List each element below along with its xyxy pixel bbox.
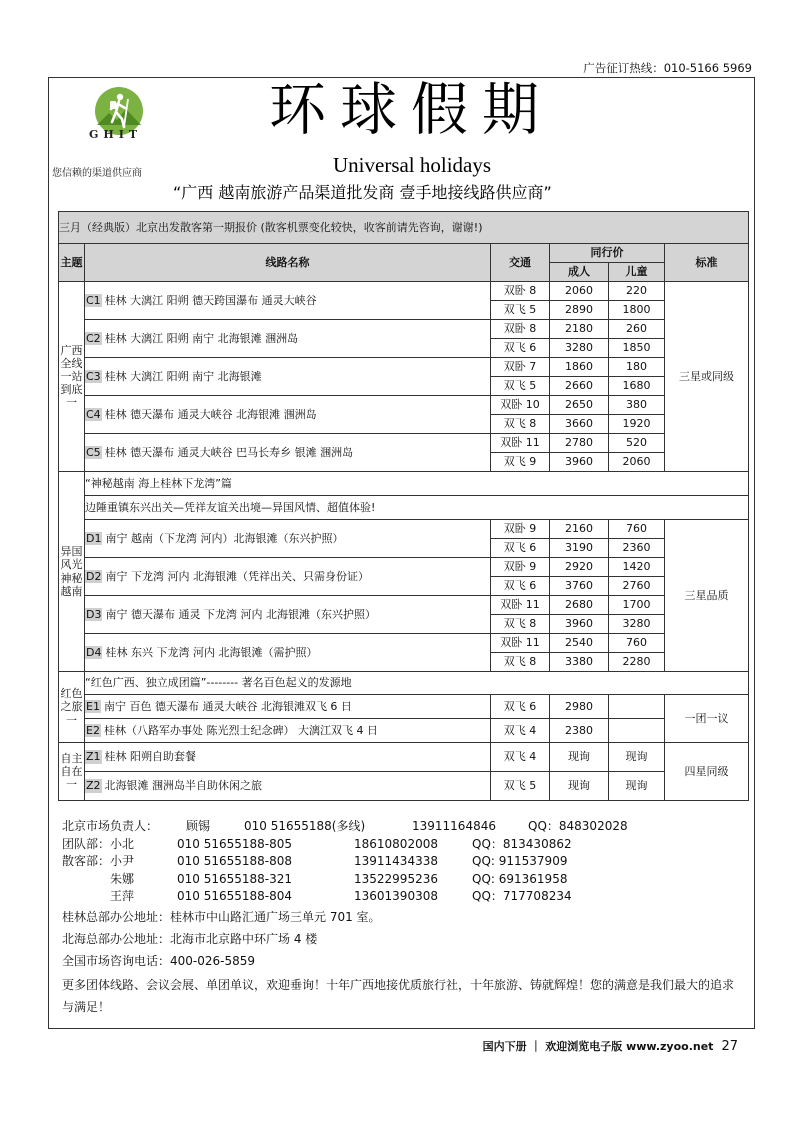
route-e1[interactable] [85,695,491,719]
table-row [59,772,749,801]
adult-price: 3190 [550,539,609,558]
transport-cell: 双飞 6 [491,577,550,596]
contact-name: 小北 [110,836,135,851]
route-name: 桂林 大漓江 阳朔 南宁 北海银滩 [104,369,262,383]
vietnam-title: “神秘越南 海上桂林下龙湾”篇 [85,472,749,496]
route-name: 桂林 东兴 下龙湾 河内 北海银滩（需护照） [105,645,318,659]
adult-price: 2920 [550,558,609,577]
route-d4[interactable] [85,634,491,672]
route-z2[interactable] [85,772,491,801]
adult-price: 现询 [550,772,609,801]
table-row [59,743,749,772]
route-code: D3 [86,607,102,621]
table-row [59,396,749,415]
table-row [59,634,749,653]
transport-cell: 双卧 8 [491,320,550,339]
route-name: 桂林（八路军办事处 陈光烈士纪念碑） 大漓江双飞 4 日 [103,723,378,737]
adult-price: 现询 [550,743,609,772]
adult-price: 2780 [550,434,609,453]
page-footer [483,1038,738,1054]
child-price: 2760 [609,577,665,596]
child-price: 2360 [609,539,665,558]
transport-cell: 双飞 6 [491,339,550,358]
contact-mobile: 13601390308 [354,889,438,903]
manager-name: 顾锡 [186,819,211,833]
transport-cell: 双飞 4 [491,719,550,743]
brand-title-en: Universal holidays [333,153,492,177]
route-c4[interactable] [85,396,491,434]
adult-price: 2060 [550,282,609,301]
child-price: 1680 [609,377,665,396]
guilin-address: 桂林总部办公地址：桂林市中山路汇通广场三单元 701 室。 [62,909,381,924]
route-name: 桂林 德天瀑布 通灵大峡谷 巴马长寿乡 银滩 涠洲岛 [104,445,354,459]
adult-price: 3660 [550,415,609,434]
route-code: C2 [86,331,101,345]
transport-cell: 双卧 7 [491,358,550,377]
adult-price: 3760 [550,577,609,596]
contact-phone: 010 51655188-805 [177,836,293,851]
header-adult: 成人 [550,263,609,282]
adult-price: 2160 [550,520,609,539]
table-row [59,695,749,719]
contact-row [62,836,742,854]
route-code: D4 [86,645,102,659]
adult-price: 2380 [550,719,609,743]
contact-qq: QQ：717708234 [472,889,572,903]
contact-phone: 010 51655188-808 [177,854,293,868]
manager-label: 北京市场负责人： [62,819,159,833]
theme-free: 自主自在一 [59,743,85,801]
transport-cell: 双飞 5 [491,301,550,320]
transport-cell: 双飞 8 [491,653,550,672]
child-price: 2280 [609,653,665,672]
closing-message: 更多团体线路、会议会展、单团单议，欢迎垂询！十年广西地接优质旅行社，十年旅游、铸就辉煌！您的满意是我们最大的追求与满足！ [62,977,735,1014]
route-z1[interactable] [85,743,491,772]
standard-vietnam: 三星品质 [665,520,749,672]
route-d3[interactable] [85,596,491,634]
contact-dept: 散客部： [62,854,111,868]
child-price: 1920 [609,415,665,434]
route-name: 北海银滩 涠洲岛半自助休闲之旅 [104,779,263,793]
theme-red: 红色之旅一 [59,672,85,743]
transport-cell: 双飞 4 [491,743,550,772]
manager-phone: 010 51655188(多线) [244,819,366,833]
adult-price: 3380 [550,653,609,672]
table-row [59,596,749,615]
child-price: 1800 [609,301,665,320]
route-name: 南宁 下龙湾 河内 北海银滩（凭祥出关、只需身份证） [105,569,369,583]
adult-price: 3960 [550,615,609,634]
table-row [59,672,749,695]
contact-row [62,853,742,871]
transport-cell: 双卧 11 [491,596,550,615]
route-code: E2 [86,723,100,737]
price-table [58,211,749,801]
child-price: 180 [609,358,665,377]
header-theme: 主题 [59,244,85,282]
child-price: 现询 [609,772,665,801]
adult-price: 2660 [550,377,609,396]
route-c3[interactable] [85,358,491,396]
standard-free: 四星同级 [665,743,749,801]
contact-row [62,871,742,889]
adult-price: 2890 [550,301,609,320]
contact-qq: QQ: 691361958 [472,871,568,886]
contacts-section [62,818,742,1018]
adult-price: 3280 [550,339,609,358]
table-row [59,282,749,301]
national-hotline: 全国市场咨询电话：400-026-5859 [62,953,256,968]
route-code: Z2 [86,779,101,793]
route-code: C3 [86,369,101,383]
table-row [59,520,749,539]
table-row [59,496,749,520]
table-row [59,434,749,453]
theme-vietnam: 异国风光神秘越南 [59,472,85,672]
route-code: C1 [86,293,101,307]
logo-text: GHIT [89,128,143,141]
child-price: 760 [609,520,665,539]
contact-qq: QQ: 911537909 [472,854,568,868]
transport-cell: 双卧 10 [491,396,550,415]
route-name: 南宁 百色 德天瀑布 通灵大峡谷 北海银滩双飞 6 日 [103,699,352,713]
child-price: 260 [609,320,665,339]
child-price: 1420 [609,558,665,577]
contact-mobile: 13911434338 [354,854,438,868]
child-price: 1700 [609,596,665,615]
contact-row-manager [62,818,742,836]
child-price: 760 [609,634,665,653]
route-c2[interactable] [85,320,491,358]
transport-cell: 双卧 9 [491,558,550,577]
child-price: 2060 [609,453,665,472]
route-d2[interactable] [85,558,491,596]
contact-name: 小尹 [110,854,135,868]
contact-mobile: 18610802008 [354,836,438,851]
route-code: C5 [86,445,101,459]
transport-cell: 双飞 8 [491,415,550,434]
table-row [59,320,749,339]
page-number: 27 [721,1039,738,1054]
theme-guangxi: 广西全线一站到底一 [59,282,85,472]
transport-cell: 双飞 5 [491,377,550,396]
contact-phone: 010 51655188-804 [177,889,293,903]
child-price: 现询 [609,743,665,772]
table-row [59,472,749,496]
ad-hotline: 广告征订热线：010-5166 5969 [583,61,752,75]
standard-red: 一团一议 [665,695,749,743]
adult-price: 2980 [550,695,609,719]
transport-cell: 双卧 11 [491,434,550,453]
contact-phone: 010 51655188-321 [177,871,293,886]
route-code: C4 [86,407,101,421]
transport-cell: 双飞 9 [491,453,550,472]
route-c5[interactable] [85,434,491,472]
header-peer-price: 同行价 [550,244,665,263]
route-name: 桂林 德天瀑布 通灵大峡谷 北海银滩 涠洲岛 [104,407,317,421]
route-e2[interactable] [85,719,491,743]
adult-price: 2540 [550,634,609,653]
slogan: “广西 越南旅游产品渠道批发商 壹手地接线路供应商” [173,183,552,202]
red-title: “红色广西、独立成团篇”-------- 著名百色起义的发源地 [85,672,749,695]
route-name: 桂林 大漓江 阳朔 德天跨国瀑布 通灵大峡谷 [104,293,317,307]
table-caption-row [59,212,749,244]
transport-cell: 双卧 8 [491,282,550,301]
child-price: 1850 [609,339,665,358]
route-name: 桂林 大漓江 阳朔 南宁 北海银滩 涠洲岛 [104,331,299,345]
child-price: 3280 [609,615,665,634]
route-c1[interactable] [85,282,491,320]
contact-qq: QQ：813430862 [472,836,572,851]
route-code: D1 [86,531,102,545]
table-caption: 三月（经典版）北京出发散客第一期报价 (散客机票变化较快，收客前请先咨询，谢谢!) [59,212,749,244]
header-route: 线路名称 [85,244,491,282]
route-name: 南宁 越南（下龙湾 河内）北海银滩（东兴护照） [105,531,344,545]
table-row [59,558,749,577]
beihai-address: 北海总部办公地址：北海市北京路中环广场 4 楼 [62,931,318,946]
brand-title-cn: 环球假期 [269,77,553,143]
child-price: 380 [609,396,665,415]
adult-price: 1860 [550,358,609,377]
adult-price: 2680 [550,596,609,615]
transport-cell: 双飞 6 [491,539,550,558]
table-row [59,358,749,377]
route-name: 桂林 阳朔自助套餐 [104,750,197,764]
route-code: Z1 [86,750,101,764]
header-standard: 标准 [665,244,749,282]
vietnam-desc: 边陲重镇东兴出关—凭祥友谊关出境—异国风情、超值体验! [85,496,749,520]
standard-guangxi: 三星或同级 [665,282,749,472]
footer-text: 国内下册 ｜ 欢迎浏览电子版 www.zyoo.net [482,1040,714,1053]
child-price [609,695,665,719]
child-price: 520 [609,434,665,453]
tagline: 您信赖的渠道供应商 [52,168,142,179]
manager-qq: QQ：848302028 [528,819,628,833]
route-name: 南宁 德天瀑布 通灵 下龙湾 河内 北海银滩（东兴护照） [105,607,376,621]
contact-dept: 团队部： [62,836,111,851]
header-transport: 交通 [491,244,550,282]
transport-cell: 双卧 11 [491,634,550,653]
child-price: 220 [609,282,665,301]
transport-cell: 双飞 8 [491,615,550,634]
transport-cell: 双飞 6 [491,695,550,719]
page-frame [48,77,755,1029]
adult-price: 2180 [550,320,609,339]
adult-price: 2650 [550,396,609,415]
contact-row [62,888,742,906]
adult-price: 3960 [550,453,609,472]
contact-name: 王萍 [110,889,135,903]
route-code: E1 [86,699,100,713]
child-price [609,719,665,743]
route-d1[interactable] [85,520,491,558]
table-header-row [59,244,749,263]
contact-name: 朱娜 [110,871,135,886]
header-child: 儿童 [609,263,665,282]
route-code: D2 [86,569,102,583]
manager-mobile: 13911164846 [412,819,496,833]
table-row [59,719,749,743]
transport-cell: 双卧 9 [491,520,550,539]
contact-mobile: 13522995236 [354,871,438,886]
transport-cell: 双飞 5 [491,772,550,801]
